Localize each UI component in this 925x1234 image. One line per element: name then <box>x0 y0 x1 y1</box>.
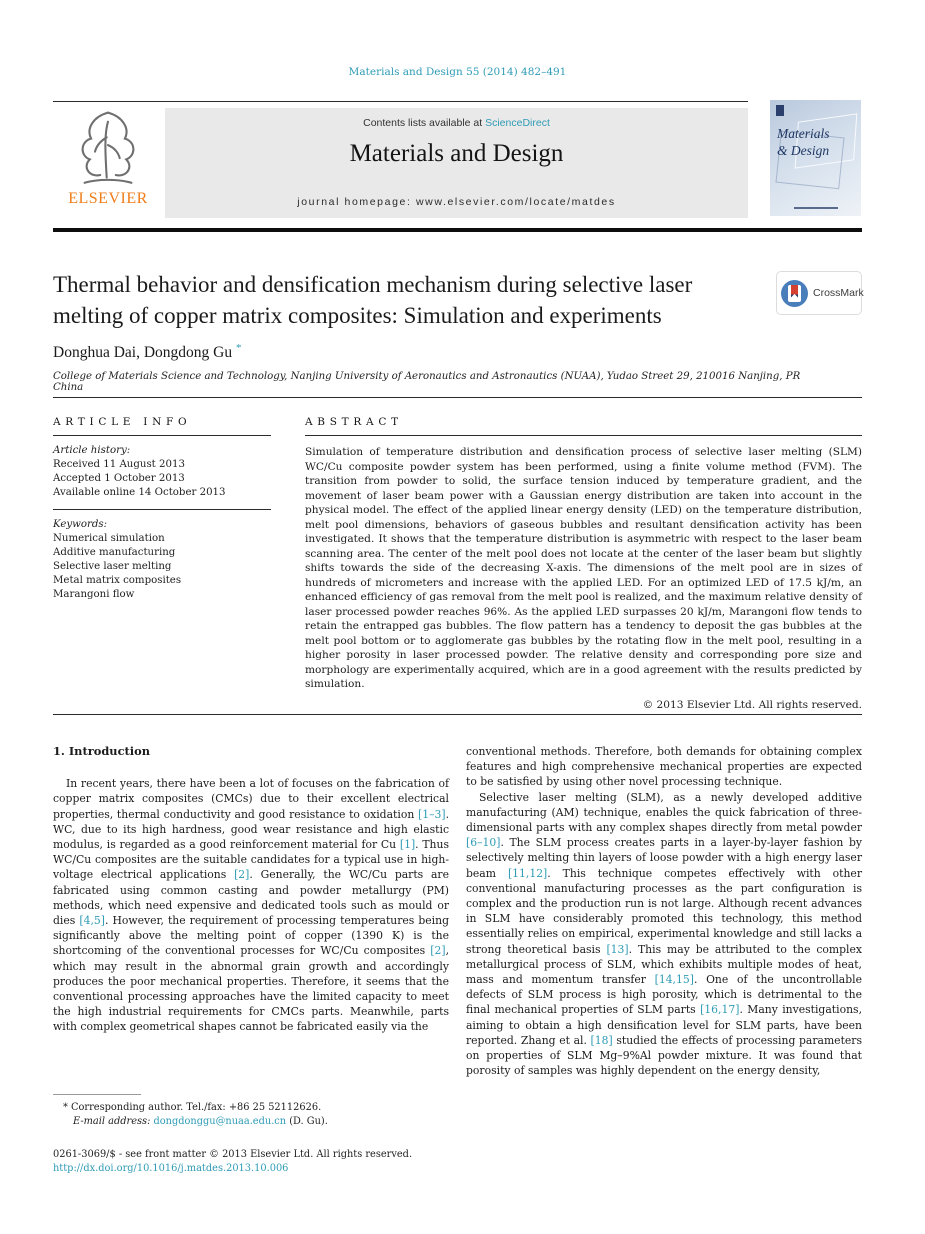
history-item: Received 11 August 2013 <box>53 459 185 470</box>
info-section-top-rule <box>53 397 862 398</box>
intro-paragraph <box>466 744 862 790</box>
journal-cover-thumbnail[interactable] <box>770 100 861 216</box>
text-segment: . Generally, the WC/Cu parts are fabricated using common casting and powder metallurgy (PM) methods, which need expensive and dedicated tools such as mould or dies <box>53 868 449 928</box>
intro-paragraph <box>466 790 862 1079</box>
journal-banner <box>165 108 748 218</box>
divider <box>305 435 862 436</box>
email-footnote: E-mail address: dongdonggu@nuaa.edu.cn (D. Gu). <box>73 1115 328 1127</box>
text-segment: , which may result in the abnormal grain growth and accordingly produces the poor mechanical properties. Therefore, it seems that the conventional processing approaches have the limited capacity to meet the high industrial requirements for CMCs parts. Meanwhile, parts with complex geometrical shapes cannot be fabricated easily via the <box>53 944 449 1034</box>
abstract-bottom-rule <box>53 714 862 715</box>
crossmark-icon <box>781 280 808 307</box>
text-segment: conventional methods. Therefore, both demands for obtaining complex features and high comprehensive mechanical properties are expected to be satisfied by using other novel processing technique. <box>466 745 862 789</box>
keyword-item: Numerical simulation <box>53 533 165 544</box>
divider <box>53 509 271 510</box>
keywords-label: Keywords: <box>53 519 108 530</box>
affiliation-line: College of Materials Science and Technology, Nanjing University of Aeronautics and Astronautics (NUAA), Yudao Street 29, 210016 Nanjing, PR China <box>53 371 801 393</box>
keyword-item: Additive manufacturing <box>53 547 176 558</box>
article-info-heading: ARTICLE INFO <box>53 416 192 428</box>
text-segment: . This may be attributed to the complex metallurgical process of SLM, which exhibits multiple modes of heat, mass and momentum transfer <box>466 942 862 987</box>
page-title: Thermal behavior and densification mechanism during selective laser melting of copper matrix composites: Simulation and experiments <box>53 272 693 328</box>
crossmark-label: CrossMark <box>813 287 864 299</box>
keyword-item: Marangoni flow <box>53 589 135 600</box>
abstract-section <box>305 416 862 711</box>
divider <box>53 435 271 436</box>
header-thick-rule <box>53 228 862 232</box>
citation-link[interactable]: [6–10] <box>466 836 501 850</box>
citation-link[interactable]: [18] <box>590 1033 613 1047</box>
citation-link[interactable]: [13] <box>606 942 629 956</box>
journal-title: Materials and Design <box>349 140 564 167</box>
contents-list-line: Contents lists available at ScienceDirect <box>363 117 550 129</box>
citation-link[interactable]: [1] <box>399 838 416 852</box>
sciencedirect-link[interactable]: ScienceDirect <box>485 117 550 129</box>
section-heading-introduction: 1. Introduction <box>53 744 150 758</box>
header-top-rule <box>53 101 748 102</box>
footnote-block <box>53 1094 449 1128</box>
corresponding-author-mark[interactable]: * <box>235 342 242 354</box>
footnote-rule <box>53 1094 141 1095</box>
corresponding-author-footnote: * Corresponding author. Tel./fax: +86 25 52112626. <box>63 1102 322 1113</box>
elsevier-wordmark: ELSEVIER <box>68 190 148 207</box>
article-info-section <box>53 416 271 602</box>
text-segment: . WC, due to its high hardness, good wear resistance and high elastic modulus, is regarded as a good reinforcement material for Cu <box>53 807 449 852</box>
text-segment: In recent years, there have been a lot of focuses on the fabrication of copper matrix composites (CMCs) due to their excellent electrical properties, thermal conductivity and good resistance to oxidation <box>53 777 449 821</box>
article-history-label: Article history: <box>53 445 131 456</box>
citation-link[interactable]: [2] <box>234 868 250 882</box>
abstract-copyright: © 2013 Elsevier Ltd. All rights reserved. <box>642 698 862 711</box>
keyword-item: Selective laser melting <box>53 561 172 572</box>
journal-citation[interactable]: Materials and Design 55 (2014) 482–491 <box>348 66 567 78</box>
authors-line: Donghua Dai, Dongdong Gu * <box>53 342 242 362</box>
body-column-right <box>466 744 862 1078</box>
text-segment: . However, the requirement of processing temperatures being significantly above the melting point of copper (1390 K) is the shortcoming of the conventional processes for WC/Cu composites <box>53 914 449 958</box>
body-column-left <box>53 744 449 1035</box>
email-link[interactable]: dongdonggu@nuaa.edu.cn <box>153 1115 287 1127</box>
history-item: Accepted 1 October 2013 <box>53 473 185 484</box>
text-segment: studied the effects of processing parameters on properties of SLM Mg–9%Al powder mixture. It was found that porosity of samples was highly dependent on the energy density, <box>466 1033 862 1078</box>
citation-link[interactable]: [16,17] <box>700 1003 740 1017</box>
text-segment: . Thus WC/Cu composites are the suitable candidates for a typical use in high-voltage electrical applications <box>53 838 449 882</box>
intro-paragraph <box>53 776 449 1034</box>
imprint-block <box>53 1148 553 1176</box>
abstract-heading: ABSTRACT <box>305 416 403 428</box>
history-item: Available online 14 October 2013 <box>53 487 226 498</box>
cover-title: Materials & Design <box>777 126 830 158</box>
elsevier-tree-icon <box>69 106 147 192</box>
text-segment: . One of the uncontrollable defects of SLM process is high porosity, which is detrimental to the final mechanical properties of SLM parts <box>466 973 862 1017</box>
journal-homepage-link[interactable]: journal homepage: www.elsevier.com/locate/matdes <box>297 196 616 208</box>
text-segment: . Many investigations, aiming to obtain a high densification level for SLM parts, have been reported. Zhang et al. <box>466 1003 863 1047</box>
cover-imprint-text <box>794 207 838 209</box>
text-segment: . The SLM process creates parts in a layer-by-layer fashion by selectively melting thin layers of loose powder with a high energy laser beam <box>466 836 862 880</box>
text-segment: . This technique competes effectively with other conventional manufacturing processes as the part configuration is complex and the production run is not large. Although recent advances in SLM have considerably promoted this technology, this method essentially relies on empirical, experimental knowledge and still lacks a strong theoretical basis <box>466 866 862 956</box>
doi-link[interactable]: http://dx.doi.org/10.1016/j.matdes.2013.10.006 <box>53 1163 289 1174</box>
crossmark-badge[interactable] <box>776 271 862 315</box>
issn-copyright-line: 0261-3069/$ - see front matter © 2013 Elsevier Ltd. All rights reserved. <box>53 1149 413 1160</box>
keyword-item: Metal matrix composites <box>53 575 182 586</box>
citation-link[interactable]: [1–3] <box>418 807 446 821</box>
citation-link[interactable]: [11,12] <box>507 866 548 880</box>
citation-link[interactable]: [4,5] <box>79 914 105 928</box>
citation-link[interactable]: [2] <box>430 944 446 958</box>
cover-publisher-mark <box>776 105 784 116</box>
citation-link[interactable]: [14,15] <box>654 973 694 987</box>
elsevier-logo[interactable] <box>55 106 161 218</box>
abstract-text: Simulation of temperature distribution and densification process of selective laser melting (SLM) WC/Cu composite powder system has been performed, using a finite volume method (FVM). The transition from powder to solid, the surface tension induced by temperature gradient, and the movement of laser beam power with a Gaussian energy distribution are taken into account in the physical model. The effect of the applied linear energy density (LED) on the temperature distribution, melt pool dimensions, behaviors of gaseous bubbles and resultant densification activity has been investigated. It shows that the temperature distribution is asymmetric with respect to the laser beam scanning area. The center of the melt pool does not locate at the center of the laser beam but slightly shifts towards the side of the decreasing X-axis. The dimensions of the melt pool are in sizes of hundreds of micrometers and increase with the applied LED. For an optimized LED of 17.5 kJ/m, an enhanced efficiency of gas removal from the melt pool is realized, and the maximum relative density of laser processed powder reaches 96%. As the applied LED surpasses 20 kJ/m, Marangoni flow tends to retain the entrapped gas bubbles. The flow pattern has a tendency to deposit the gas bubbles at the melt pool bottom or to agglomerate gas bubbles by the rotating flow in the melt pool, resulting in a higher porosity in laser processed powder. The relative density and corresponding pore size and morphology are experimentally acquired, which are in a good agreement with the results predicted by simulation. <box>305 446 862 690</box>
text-segment: Selective laser melting (SLM), as a newly developed additive manufacturing (AM) technique, enables the quick fabrication of three-dimensional parts with any complex shapes directly from metal powder <box>466 790 862 835</box>
